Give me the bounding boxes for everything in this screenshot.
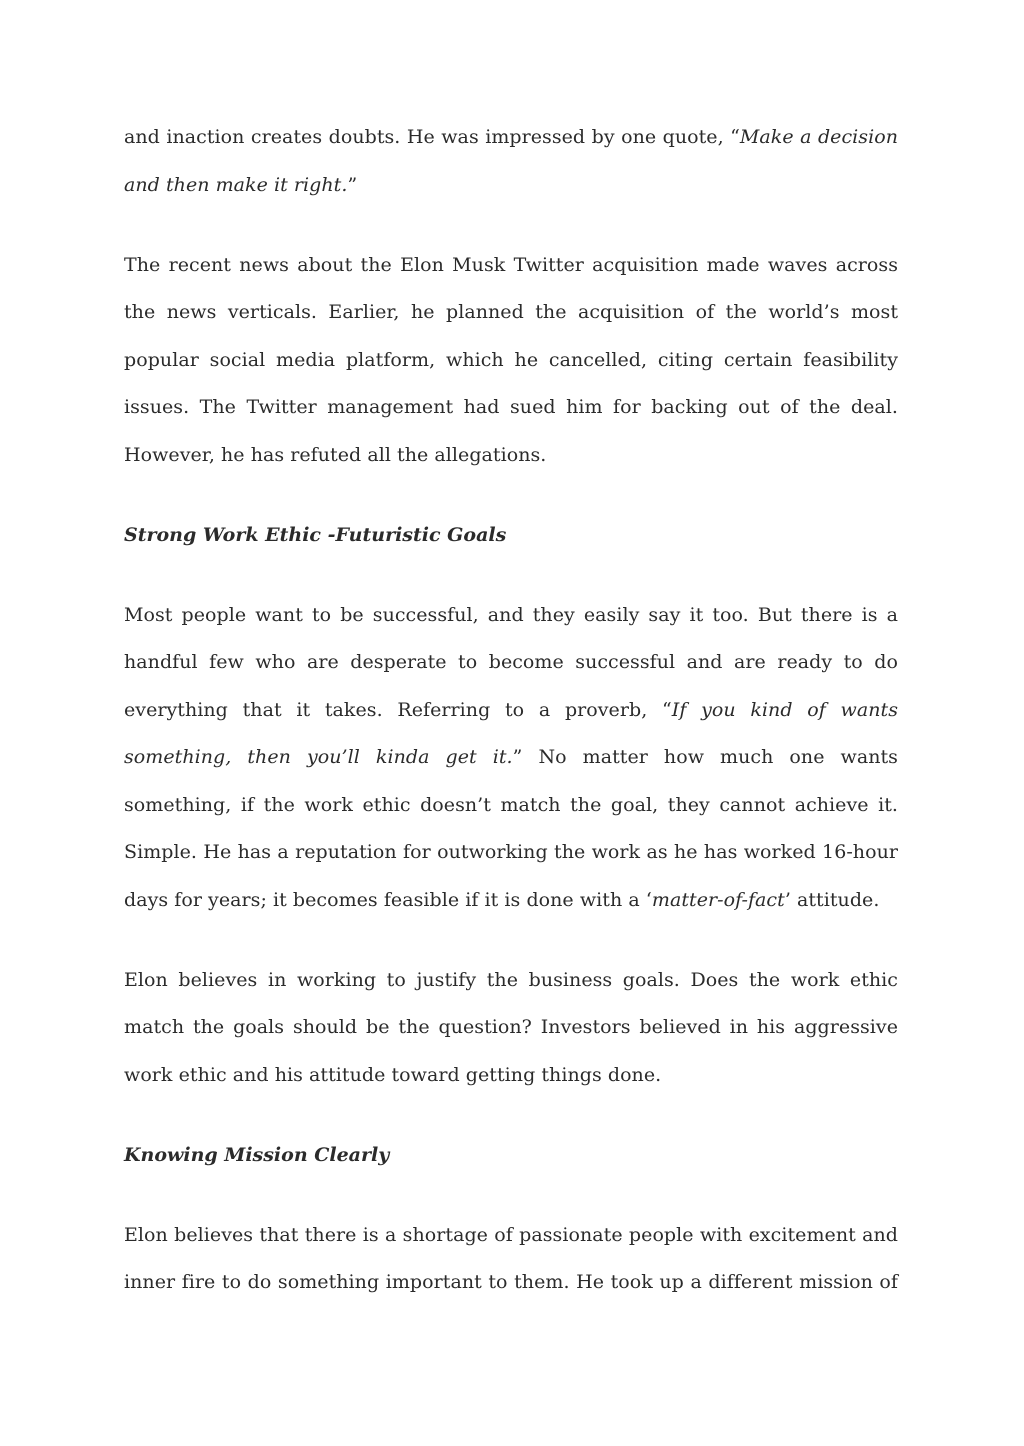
paragraph-1-quote: Make a decision and then make it right. bbox=[124, 126, 898, 196]
paragraph-3-part-2: ” No matter how much one wants something, if the work ethic doesn’t match the goal, they cannot achieve it. Simple. He has a reputation for outworking the work as he has worked 16-hour days for years; it becomes feasible if it is done with a ‘ bbox=[124, 746, 898, 911]
paragraph-4: Elon believes in working to justify the business goals. Does the work ethic match the goals should be the question? Investors believed in his aggressive work ethic and his attitude toward getting things done. bbox=[124, 968, 898, 1086]
document-page bbox=[124, 114, 898, 1307]
paragraph-5: Elon believes that there is a shortage of passionate people with excitement and inner fire to do something important to them. He took up a different mission of bbox=[124, 1223, 898, 1293]
paragraph-3-quote: If you kind of wants something, then you’ll kinda get it. bbox=[124, 698, 899, 768]
paragraph-1-tail: ” bbox=[347, 173, 358, 196]
paragraph-3-part-3: ’ attitude. bbox=[784, 888, 880, 911]
section-heading-mission: Knowing Mission Clearly bbox=[124, 1143, 390, 1166]
section-heading-work-ethic: Strong Work Ethic -Futuristic Goals bbox=[124, 523, 507, 546]
paragraph-3-part-1: Most people want to be successful, and they easily say it too. But there is a handful few who are desperate to become successful and are ready to do everything that it takes. Referring to a proverb, “ bbox=[124, 603, 898, 721]
paragraph-1 bbox=[124, 114, 898, 209]
paragraph-3-phrase: matter-of-fact bbox=[651, 888, 785, 911]
paragraph-2: The recent news about the Elon Musk Twitter acquisition made waves across the news verticals. Earlier, he planned the acquisition of the world’s most popular social media platform, which he cancelled, citing certain feasibility issues. The Twitter management had sued him for backing out of the deal. However, he has refuted all the allegations. bbox=[124, 253, 898, 466]
paragraph-1-lead: and inaction creates doubts. He was impressed by one quote, “ bbox=[124, 126, 740, 148]
paragraph-3 bbox=[124, 592, 898, 925]
